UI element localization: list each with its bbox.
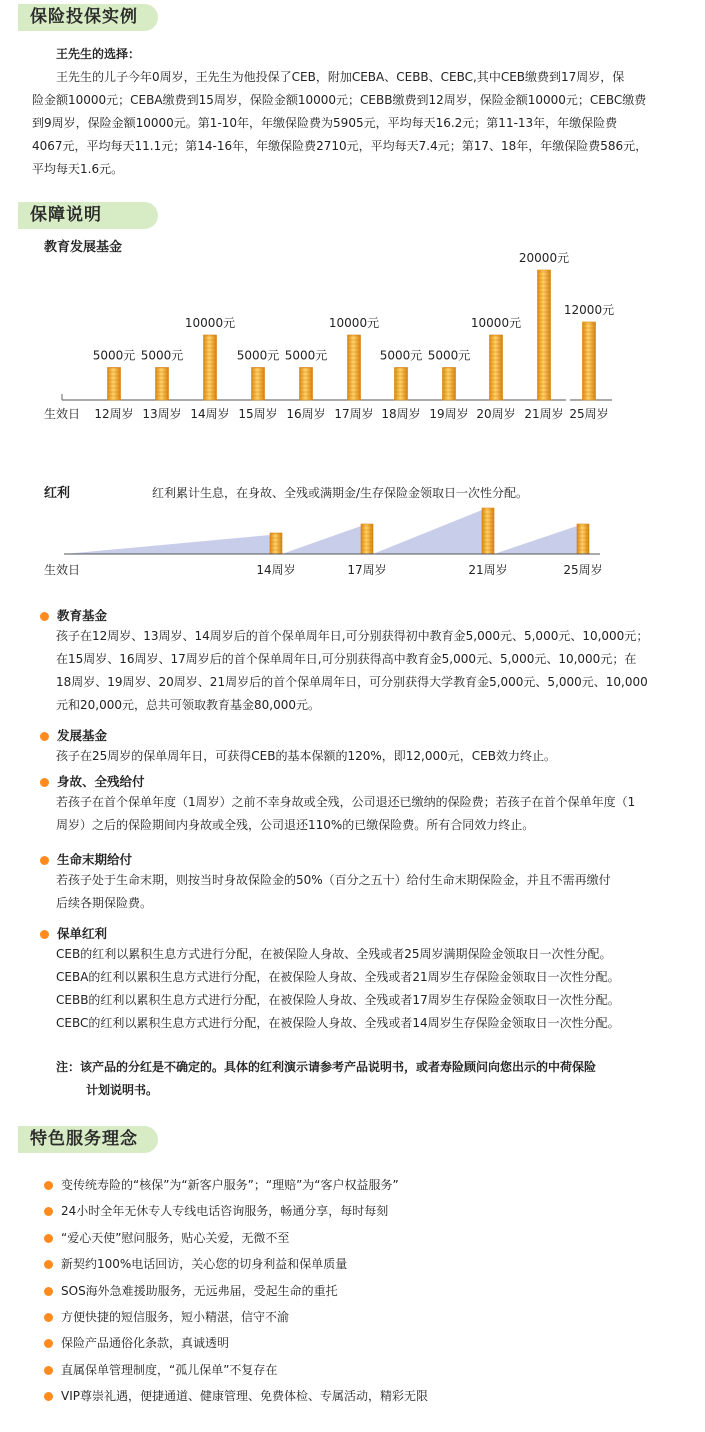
service-item	[44, 1282, 338, 1299]
benefit-description	[56, 943, 696, 1035]
example-subtitle: 王先生的选择：	[56, 47, 141, 61]
tick-label: 13周岁	[142, 407, 182, 421]
bullet-icon	[44, 1260, 53, 1269]
benefit-line: 在15周岁、16周岁、17周岁后的首个保单周年日,可分别获得高中教育金5,000元、5,000元、10,000元；在	[56, 652, 637, 666]
service-item-text: 直属保单管理制度，“孤儿保单”不复存在	[61, 1362, 278, 1377]
service-item	[44, 1202, 388, 1219]
benefit-title	[40, 606, 107, 624]
bullet-icon	[40, 612, 49, 621]
benefit-title	[40, 850, 132, 868]
benefit-line: 后续各期保险费。	[56, 896, 153, 910]
bullet-icon	[40, 930, 49, 939]
tick-label: 17周岁	[347, 563, 387, 577]
benefit-description	[56, 625, 696, 717]
accumulation-area	[373, 510, 482, 554]
disclaimer-note: 注：该产品的分红是不确定的。具体的红利演示请参考产品说明书，或者寿险顾问向您出示的中荷保险	[56, 1060, 597, 1074]
tick-label: 16周岁	[286, 407, 326, 421]
benefit-line: 孩子在25周岁的保单周年日，可获得CEB的基本保额的120%，即12,000元，CEB效力终止。	[56, 749, 556, 763]
data-label: 5000元	[284, 348, 328, 363]
section-header-coverage: 保障说明	[18, 202, 158, 229]
bullet-icon	[40, 778, 49, 787]
service-item	[44, 1334, 229, 1351]
dividend-chart	[0, 478, 705, 588]
service-item	[44, 1387, 428, 1404]
bar	[538, 270, 551, 400]
data-label: 5000元	[92, 348, 136, 363]
accumulation-area	[494, 526, 577, 554]
dividend-bar	[482, 508, 494, 554]
benefit-title	[40, 924, 107, 942]
tick-label: 15周岁	[238, 407, 278, 421]
service-item-text: 24小时全年无休专人专线电话咨询服务，畅通分享，每时每刻	[61, 1204, 389, 1219]
data-label: 10000元	[184, 316, 236, 330]
accumulation-area	[282, 526, 361, 554]
benefit-description	[56, 869, 696, 915]
x-start-label: 生效日	[44, 407, 81, 421]
tick-label: 21周岁	[468, 563, 508, 577]
benefit-title-text: 教育基金	[57, 608, 108, 623]
benefit-line: CEB的红利以累积生息方式进行分配，在被保险人身故、全残或者25周岁满期保险金领取日一次性分配。	[56, 947, 612, 961]
bullet-icon	[44, 1207, 53, 1216]
section-header-services: 特色服务理念	[18, 1126, 158, 1153]
service-item-text: VIP尊崇礼遇，便捷通道、健康管理、免费体检、专属活动，精彩无限	[61, 1389, 428, 1404]
benefit-line: 18周岁、19周岁、20周岁、21周岁后的首个保单周年日，可分别获得大学教育金5,000元、5,000元、10,000	[56, 675, 648, 689]
accumulation-area	[64, 535, 270, 554]
tick-label: 20周岁	[476, 407, 516, 421]
benefit-title-text: 保单红利	[57, 926, 108, 941]
service-item-text: 方便快捷的短信服务，短小精湛，信守不渝	[61, 1310, 290, 1324]
benefit-title-text: 生命末期给付	[57, 852, 133, 867]
benefit-line: 周岁）之后的保险期间内身故或全残，公司退还110%的已缴保险费。所有合同效力终止。	[56, 818, 535, 832]
benefit-line: 孩子在12周岁、13周岁、14周岁后的首个保单周年日,可分别获得初中教育金5,000元、5,000元、10,000元；	[56, 629, 649, 643]
tick-label: 25周岁	[563, 563, 603, 577]
service-item	[44, 1255, 347, 1272]
data-label: 10000元	[470, 316, 522, 330]
tick-label: 25周岁	[569, 407, 609, 421]
bar	[490, 335, 503, 400]
benefit-description	[56, 791, 696, 837]
example-line: 险金额10000元；CEBA缴费到15周岁，保险金额10000元；CEBB缴费到12周岁，保险金额10000元；CEBC缴费	[32, 93, 647, 107]
dividend-bar	[577, 524, 589, 554]
example-line: 平均每天1.6元。	[32, 162, 124, 176]
bullet-icon	[40, 732, 49, 741]
tick-label: 19周岁	[429, 407, 469, 421]
example-line: 4067元，平均每天11.1元；第14-16年，年缴保险费2710元，平均每天7.4元；第17、18年，年缴保险费586元，	[32, 139, 648, 153]
benefit-line: CEBB的红利以累积生息方式进行分配，在被保险人身故、全残或者17周岁生存保险金领取日一次性分配。	[56, 993, 620, 1007]
tick-label: 14周岁	[256, 563, 296, 577]
benefit-title	[40, 772, 145, 790]
tick-label: 17周岁	[334, 407, 374, 421]
chart-title: 教育发展基金	[44, 240, 123, 255]
bar	[348, 335, 361, 400]
data-label: 20000元	[518, 251, 570, 265]
bullet-icon	[44, 1392, 53, 1401]
bullet-icon	[44, 1339, 53, 1348]
benefit-line: CEBA的红利以累积生息方式进行分配，在被保险人身故、全残或者21周岁生存保险金领取日一次性分配。	[56, 970, 620, 984]
dividend-bar	[270, 533, 282, 554]
service-item-text: 新契约100%电话回访，关心您的切身利益和保单质量	[61, 1257, 348, 1272]
benefit-line: 元和20,000元，总共可领取教育基金80,000元。	[56, 698, 320, 712]
bullet-icon	[44, 1366, 53, 1375]
service-item	[44, 1176, 399, 1193]
bullet-icon	[44, 1234, 53, 1243]
disclaimer-note: 计划说明书。	[86, 1083, 159, 1097]
data-label: 5000元	[140, 348, 184, 363]
x-start-label: 生效日	[44, 563, 81, 577]
benefit-title	[40, 726, 107, 744]
tick-label: 12周岁	[94, 407, 134, 421]
education-fund-chart	[0, 232, 705, 432]
chart-title: 红利	[44, 486, 71, 501]
example-line: 到9周岁，保险金额10000元。第1-10年，年缴保险费为5905元，平均每天16.2元；第11-13年，年缴保险费	[32, 116, 618, 130]
chart-note: 红利累计生息，在身故、全残或满期金/生存保险金领取日一次性分配。	[152, 486, 529, 500]
data-label: 10000元	[328, 316, 380, 330]
example-line: 王先生的儿子今年0周岁，王先生为他投保了CEB，附加CEBA、CEBB、CEBC,其中CEB缴费到17周岁，保	[56, 70, 625, 84]
benefit-line: CEBC的红利以累积生息方式进行分配，在被保险人身故、全残或者14周岁生存保险金领取日一次性分配。	[56, 1016, 620, 1030]
bullet-icon	[44, 1181, 53, 1190]
bar	[583, 322, 596, 400]
benefit-title-text: 发展基金	[57, 728, 108, 743]
dividend-bar	[361, 524, 373, 554]
service-item-text: “爱心天使”慰问服务，贴心关爱，无微不至	[61, 1230, 290, 1245]
service-item	[44, 1229, 289, 1246]
data-label: 12000元	[563, 303, 615, 317]
benefit-line: 若孩子处于生命末期，则按当时身故保险金的50%（百分之五十）给付生命末期保险金，并且不需再缴付	[56, 873, 611, 887]
data-label: 5000元	[236, 348, 280, 363]
tick-label: 21周岁	[524, 407, 564, 421]
data-label: 5000元	[379, 348, 423, 363]
bullet-icon	[44, 1313, 53, 1322]
tick-label: 14周岁	[190, 407, 230, 421]
service-item	[44, 1308, 289, 1325]
service-item-text: SOS海外急难援助服务，无远弗届，受起生命的重托	[61, 1283, 338, 1298]
benefit-title-text: 身故、全残给付	[57, 774, 145, 789]
bar	[204, 335, 217, 400]
service-item	[44, 1361, 277, 1378]
section-header-example: 保险投保实例	[18, 4, 158, 31]
benefit-description	[56, 745, 696, 768]
tick-label: 18周岁	[381, 407, 421, 421]
benefit-line: 若孩子在首个保单年度（1周岁）之前不幸身故或全残，公司退还已缴纳的保险费；若孩子在首个保单年度（1	[56, 795, 636, 809]
bullet-icon	[40, 856, 49, 865]
data-label: 5000元	[427, 348, 471, 363]
bullet-icon	[44, 1287, 53, 1296]
service-item-text: 变传统寿险的“核保”为“新客户服务”；“理赔”为“客户权益服务”	[61, 1178, 399, 1192]
service-item-text: 保险产品通俗化条款，真诚透明	[61, 1336, 230, 1351]
